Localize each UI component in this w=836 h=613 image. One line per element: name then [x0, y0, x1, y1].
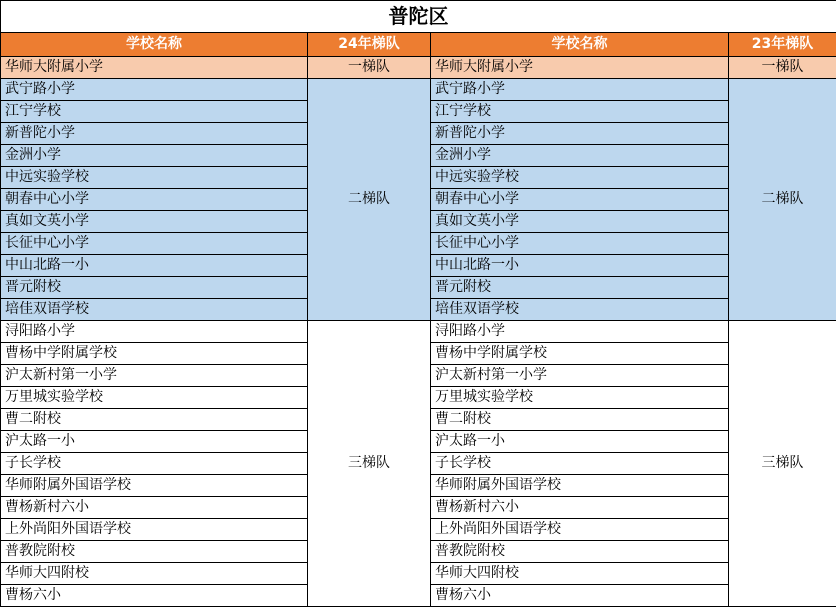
school-name-23: 新普陀小学 — [431, 123, 729, 145]
school-name-23: 江宁学校 — [431, 101, 729, 123]
school-name-24: 万里城实验学校 — [1, 387, 308, 409]
header-tier-23: 23年梯队 — [729, 33, 836, 57]
school-name-24: 沪太新村第一小学 — [1, 365, 308, 387]
school-name-23: 武宁路小学 — [431, 79, 729, 101]
school-name-23: 曹杨六小 — [431, 585, 729, 607]
school-name-24: 中山北路一小 — [1, 255, 308, 277]
school-name-23: 曹二附校 — [431, 409, 729, 431]
school-name-24: 子长学校 — [1, 453, 308, 475]
school-name-24: 中远实验学校 — [1, 167, 308, 189]
school-name-24: 武宁路小学 — [1, 79, 308, 101]
school-name-24: 晋元附校 — [1, 277, 308, 299]
school-name-24: 长征中心小学 — [1, 233, 308, 255]
school-name-24: 培佳双语学校 — [1, 299, 308, 321]
school-name-24: 华师大四附校 — [1, 563, 308, 585]
table-row — [1, 57, 836, 79]
school-name-23: 华师大附属小学 — [431, 57, 729, 79]
school-name-23: 万里城实验学校 — [431, 387, 729, 409]
school-name-23: 子长学校 — [431, 453, 729, 475]
title-row — [1, 1, 836, 33]
header-tier-24: 24年梯队 — [308, 33, 431, 57]
school-name-23: 真如文英小学 — [431, 211, 729, 233]
school-name-23: 中山北路一小 — [431, 255, 729, 277]
school-name-24: 曹二附校 — [1, 409, 308, 431]
header-row — [1, 33, 836, 57]
table-body — [1, 57, 836, 607]
school-name-23: 华师大四附校 — [431, 563, 729, 585]
school-name-24: 真如文英小学 — [1, 211, 308, 233]
school-name-23: 培佳双语学校 — [431, 299, 729, 321]
header-school-name-23: 学校名称 — [431, 33, 729, 57]
school-name-24: 上外尚阳外国语学校 — [1, 519, 308, 541]
tier-24: 三梯队 — [308, 321, 431, 607]
school-name-23: 普教院附校 — [431, 541, 729, 563]
school-name-23: 金洲小学 — [431, 145, 729, 167]
tier-23: 二梯队 — [729, 79, 836, 321]
school-name-23: 曹杨中学附属学校 — [431, 343, 729, 365]
school-name-24: 浔阳路小学 — [1, 321, 308, 343]
tier-24: 一梯队 — [308, 57, 431, 79]
school-name-24: 朝春中心小学 — [1, 189, 308, 211]
tier-23: 三梯队 — [729, 321, 836, 607]
school-name-23: 浔阳路小学 — [431, 321, 729, 343]
header-school-name-24: 学校名称 — [1, 33, 308, 57]
school-name-24: 新普陀小学 — [1, 123, 308, 145]
school-name-24: 曹杨六小 — [1, 585, 308, 607]
school-name-24: 普教院附校 — [1, 541, 308, 563]
school-name-24: 曹杨新村六小 — [1, 497, 308, 519]
tier-23: 一梯队 — [729, 57, 836, 79]
school-name-24: 华师大附属小学 — [1, 57, 308, 79]
school-name-24: 曹杨中学附属学校 — [1, 343, 308, 365]
school-name-23: 曹杨新村六小 — [431, 497, 729, 519]
table-row — [1, 321, 836, 343]
school-name-23: 朝春中心小学 — [431, 189, 729, 211]
tier-24: 二梯队 — [308, 79, 431, 321]
school-name-24: 江宁学校 — [1, 101, 308, 123]
school-name-23: 长征中心小学 — [431, 233, 729, 255]
school-name-23: 上外尚阳外国语学校 — [431, 519, 729, 541]
school-name-23: 晋元附校 — [431, 277, 729, 299]
table-row — [1, 79, 836, 101]
school-name-24: 华师附属外国语学校 — [1, 475, 308, 497]
school-name-24: 金洲小学 — [1, 145, 308, 167]
school-name-23: 沪太新村第一小学 — [431, 365, 729, 387]
school-name-23: 中远实验学校 — [431, 167, 729, 189]
school-name-23: 沪太路一小 — [431, 431, 729, 453]
school-name-23: 华师附属外国语学校 — [431, 475, 729, 497]
school-name-24: 沪太路一小 — [1, 431, 308, 453]
page-title: 普陀区 — [1, 1, 836, 33]
